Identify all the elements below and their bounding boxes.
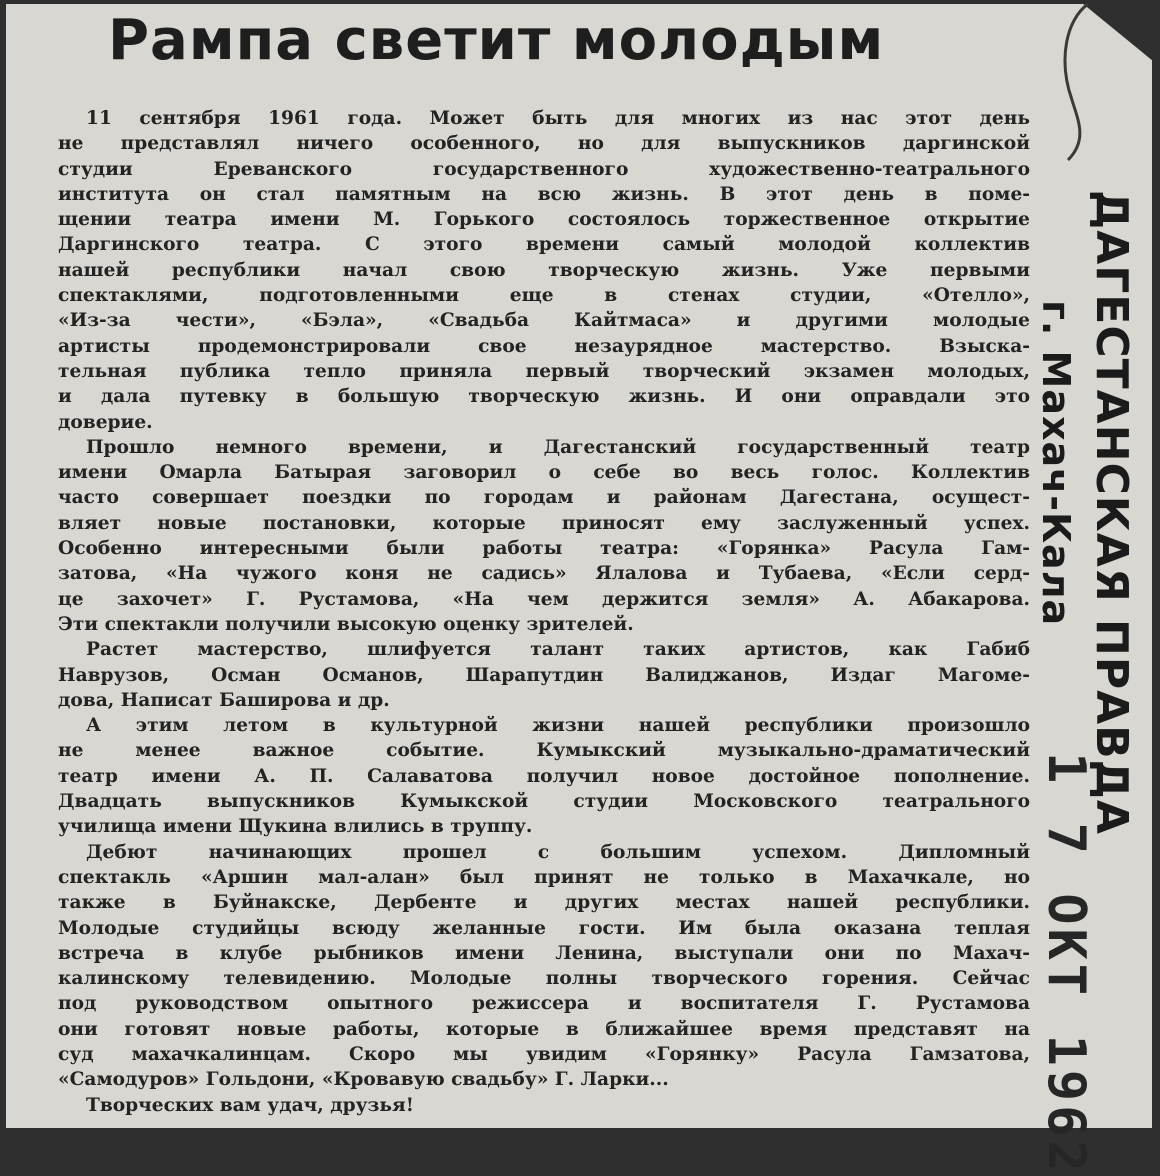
text-line: Творческих вам удач, друзья!	[86, 1094, 414, 1116]
text-line: Молодые студийцы всюду желанные гости. Им была оказана теплая	[58, 917, 1030, 939]
paragraph	[58, 713, 1030, 839]
text-line: дова, Написат Баширова и др.	[58, 689, 390, 711]
text-line: института он стал памятным на всю жизнь. В этот день в поме-	[58, 183, 1030, 205]
text-line: студии Ереванского государственного художественно-театрального	[58, 158, 1030, 180]
text-line: доверие.	[58, 411, 153, 433]
text-line: артисты продемонстрировали свое незаурядное мастерство. Взыска-	[58, 335, 1030, 357]
text-line: вляет новые постановки, которые приносят ему заслуженный успех.	[58, 512, 1030, 534]
text-line: имени Омарла Батырая заговорил о себе во весь голос. Коллектив	[58, 462, 1030, 484]
text-line: встреча в клубе рыбников имени Ленина, выступали они по Махач-	[58, 942, 1030, 964]
text-line: спектаклями, подготовленными еще в стенах студии, «Отелло»,	[58, 285, 1030, 307]
text-line: и дала путевку в большую творческую жизнь. И они оправдали это	[58, 386, 1030, 408]
text-line: щении театра имени М. Горького состоялось торжественное открытие	[58, 209, 1030, 231]
date-stamp	[1036, 60, 1096, 1176]
text-line: Особенно интересными были работы театра: «Горянка» Расула Гам-	[58, 538, 1030, 560]
text-line: спектакль «Аршин мал-алан» был принят не только в Махачкале, но	[58, 866, 1030, 888]
text-line: училища имени Щукина влились в труппу.	[58, 816, 533, 838]
text-line: Дебют начинающих прошел с большим успехом. Дипломный	[86, 841, 1030, 863]
paragraph	[58, 1093, 1030, 1118]
text-line: также в Буйнакске, Дербенте и других местах нашей республики.	[58, 892, 1030, 914]
paragraph	[58, 106, 1030, 435]
text-line: це захочет» Г. Рустамова, «На чем держится земля» А. Абакарова.	[58, 588, 1030, 610]
city-label-text: г. Махач-Кала	[1034, 300, 1078, 627]
text-line: тельная публика тепло приняла первый творческий экзамен молодых,	[58, 360, 1030, 382]
text-line: А этим летом в культурной жизни нашей республики произошло	[86, 715, 1030, 737]
text-line: «Из-за чести», «Бэла», «Свадьба Кайтмаса» и другими молодые	[58, 310, 1030, 332]
text-line: суд махачкалинцам. Скоро мы увидим «Горянку» Расула Гамзатова,	[58, 1043, 1030, 1065]
text-line: калинскому телевидению. Молодые полны творческого горения. Сейчас	[58, 968, 1030, 990]
paragraph	[58, 637, 1030, 713]
text-line: часто совершает поездки по городам и районам Дагестана, осущест-	[58, 487, 1030, 509]
text-line: «Самодуров» Гольдони, «Кровавую свадьбу» Г. Ларки...	[58, 1069, 669, 1091]
text-line: Прошло немного времени, и Дагестанский государственный театр	[86, 436, 1030, 458]
article-title: Рампа светит молодым	[108, 8, 885, 73]
paragraph	[58, 435, 1030, 637]
text-line: Наврузов, Осман Османов, Шарапутдин Валиджанов, Издаг Магоме-	[58, 664, 1030, 686]
text-line: 11 сентября 1961 года. Может быть для многих из нас этот день	[86, 108, 1030, 129]
text-line: Эти спектакли получили высокую оценку зрителей.	[58, 613, 634, 635]
text-line: затова, «На чужого коня не садись» Ялалова и Тубаева, «Если серд-	[58, 563, 1030, 585]
text-line: Даргинского театра. С этого времени самый молодой коллектив	[58, 234, 1030, 256]
text-line: под руководством опытного режиссера и воспитателя Г. Рустамова	[58, 993, 1030, 1015]
text-line: нашей республики начал свою творческую жизнь. Уже первыми	[58, 259, 1030, 281]
date-stamp-text: 1 7 ОКТ 1962	[1036, 752, 1096, 1176]
text-line: театр имени А. П. Салаватова получил новое достойное пополнение.	[58, 765, 1030, 787]
text-line: они готовят новые работы, которые в ближайшее время представят на	[58, 1018, 1030, 1040]
newspaper-name-text: ДАГЕСТАНСКАЯ ПРАВДА	[1086, 190, 1137, 835]
text-line: не менее важное событие. Кумыкский музыкально-драматический	[58, 740, 1030, 762]
article-body	[58, 106, 1030, 1118]
text-line: не представлял ничего особенного, но для выпускников даргинской	[58, 133, 1030, 155]
paragraph	[58, 840, 1030, 1093]
text-line: Растет мастерство, шлифуется талант таких артистов, как Габиб	[86, 639, 1030, 661]
text-line: Двадцать выпускников Кумыкской студии Московского театрального	[58, 791, 1030, 813]
